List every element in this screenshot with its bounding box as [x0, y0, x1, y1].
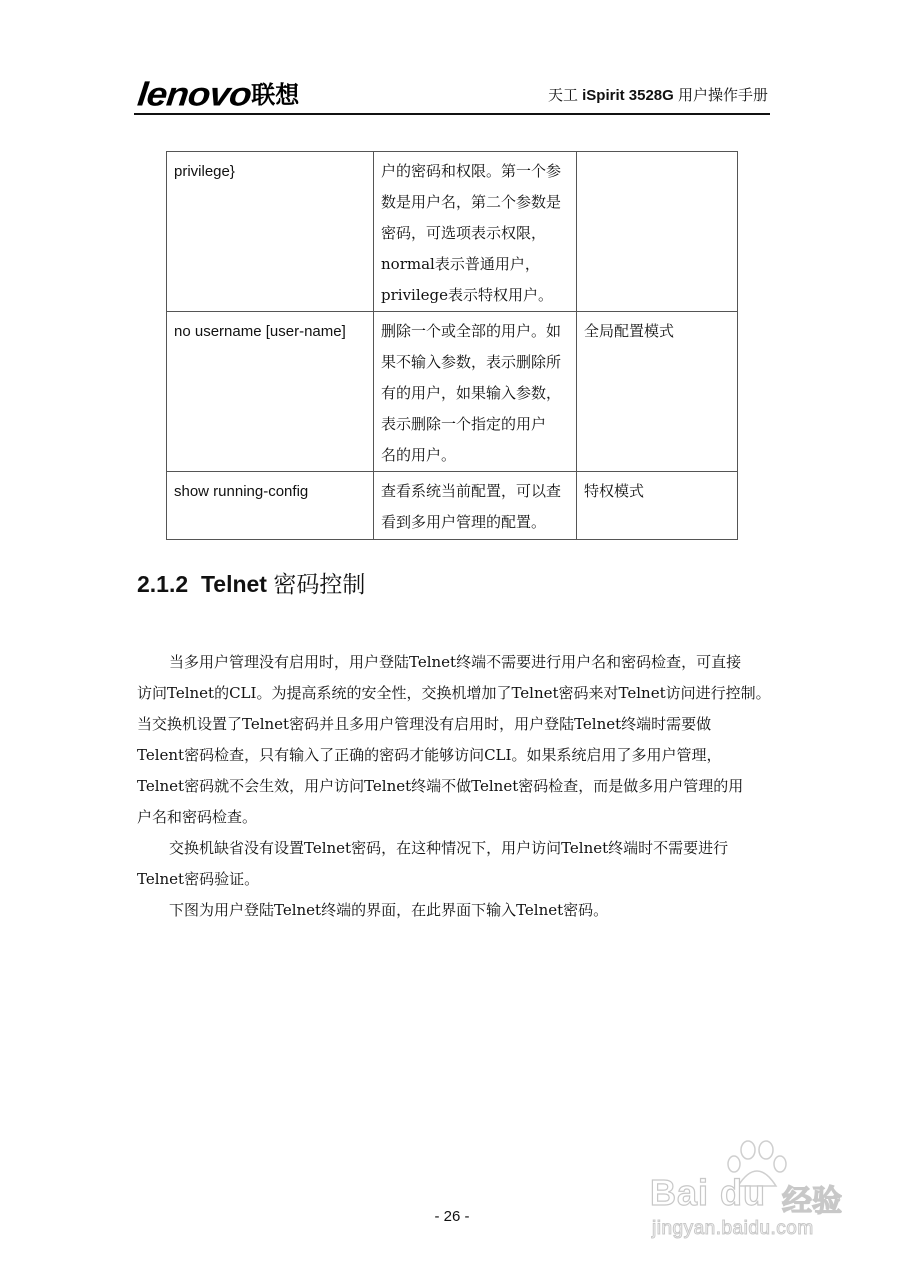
description-line: normal表示普通用户， — [381, 255, 540, 273]
description-line: 查看系统当前配置，可以查 — [381, 482, 562, 500]
table-row — [167, 312, 738, 472]
command-table — [166, 151, 738, 540]
paragraph-2 — [137, 833, 773, 895]
section-title-latin: Telnet — [200, 571, 267, 597]
logo-wordmark: lenovo — [135, 75, 253, 113]
lenovo-logo — [135, 70, 300, 113]
paragraph-line: 交换机缺省没有设置Telnet密码，在这种情况下，用户访问Telnet终端时不需要进行 — [169, 839, 729, 857]
description-line: 数是用户名，第二个参数是 — [381, 193, 562, 211]
manual-title-product: iSpirit 3528G — [582, 87, 674, 104]
manual-title-prefix: 天工 — [547, 87, 583, 104]
description-cell — [374, 152, 577, 312]
section-title-cjk: 密码控制 — [273, 572, 366, 598]
paragraph-line: Telent密码检查，只有输入了正确的密码才能够访问CLI。如果系统启用了多用户管理， — [137, 746, 722, 764]
command-cell: no username [user-name] — [167, 312, 374, 472]
watermark-cjk: 经验 — [782, 1184, 842, 1219]
paragraph-line: Telnet密码验证。 — [137, 870, 260, 888]
watermark-brand: Bai du — [650, 1172, 767, 1213]
paragraph-1 — [137, 647, 773, 833]
manual-title-suffix: 用户操作手册 — [673, 87, 768, 104]
description-cell — [374, 472, 577, 540]
description-line: 看到多用户管理的配置。 — [381, 513, 547, 531]
paragraph-line: 当交换机设置了Telnet密码并且多用户管理没有启用时，用户登陆Telnet终端时需要做 — [137, 715, 712, 733]
page-number: - 26 - — [434, 1208, 470, 1225]
description-cell — [374, 312, 577, 472]
paragraph-line: 访问Telnet的CLI。为提高系统的安全性，交换机增加了Telnet密码来对Telnet访问进行控制。 — [137, 684, 771, 702]
table-row — [167, 472, 738, 540]
paragraph-line: 户名和密码检查。 — [137, 808, 258, 826]
paragraph-line: Telnet密码就不会生效，用户访问Telnet终端不做Telnet密码检查，而是做多用户管理的用 — [137, 777, 744, 795]
section-number: 2.1.2 — [137, 571, 189, 597]
mode-cell — [577, 152, 738, 312]
description-line: 户的密码和权限。第一个参 — [381, 162, 562, 180]
watermark-url: jingyan.baidu.com — [652, 1218, 814, 1239]
mode-cell: 全局配置模式 — [577, 312, 738, 472]
description-line: 有的用户，如果输入参数， — [381, 384, 562, 402]
description-line: 名的用户。 — [381, 446, 457, 464]
description-line: 密码，可选项表示权限， — [381, 224, 547, 242]
paragraph-line: 当多用户管理没有启用时，用户登陆Telnet终端不需要进行用户名和密码检查，可直接 — [169, 653, 742, 671]
table-row — [167, 152, 738, 312]
command-cell: privilege} — [167, 152, 374, 312]
description-line: 删除一个或全部的用户。如 — [381, 322, 562, 340]
manual-title — [548, 84, 768, 105]
description-line: privilege表示特权用户。 — [381, 286, 553, 304]
paragraph-3 — [137, 895, 773, 926]
command-cell: show running-config — [167, 472, 374, 540]
logo-cjk: 联想 — [251, 81, 300, 109]
description-line: 果不输入参数，表示删除所 — [381, 353, 562, 371]
section-heading — [137, 566, 365, 599]
paragraph-line: 下图为用户登陆Telnet终端的界面，在此界面下输入Telnet密码。 — [169, 901, 609, 919]
header-divider — [134, 113, 770, 115]
mode-cell: 特权模式 — [577, 472, 738, 540]
description-line: 表示删除一个指定的用户 — [381, 415, 547, 433]
